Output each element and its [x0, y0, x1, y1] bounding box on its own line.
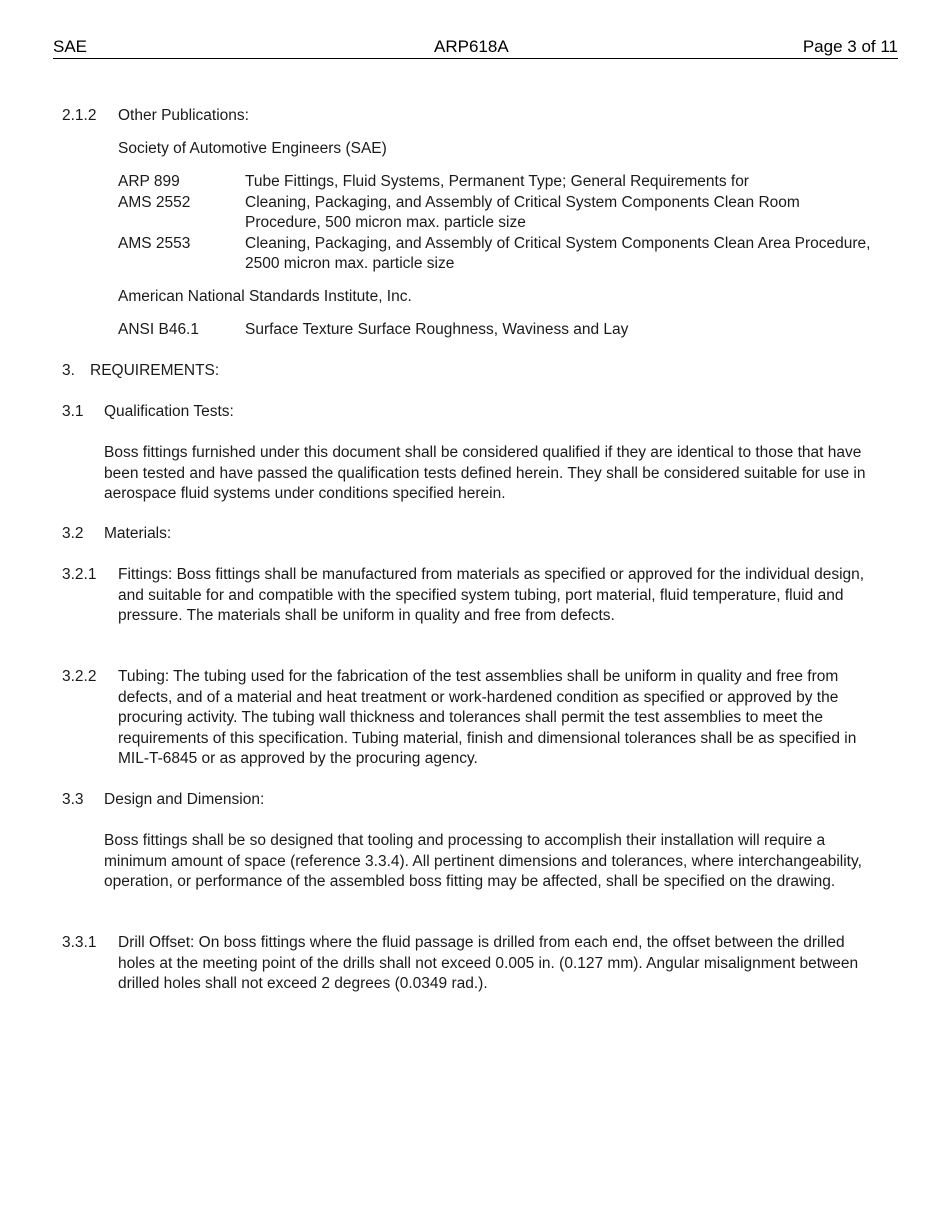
header-doc-number: ARP618A	[434, 37, 509, 56]
section-title: Design and Dimension:	[104, 791, 265, 808]
reference-item	[118, 320, 878, 341]
section-number: 3.2.1	[62, 566, 97, 583]
publisher-name: Society of Automotive Engineers (SAE)	[118, 140, 387, 157]
section-body: Tubing: The tubing used for the fabrication of the test assemblies shall be uniform in quality and free from defects, and of a material and heat treatment or work-hardened condition as specified or approved by the procuring activity. The tubing wall thickness and tolerances shall permit the test assemblies to meet the requirements of this specification. Tubing material, finish and dimensional tolerances shall be as specified in MIL-T-6845 or as approved by the procuring agency.	[118, 668, 857, 767]
reference-list-ansi	[118, 320, 878, 341]
section-number: 3.3.1	[62, 934, 97, 951]
section-body: Fittings: Boss fittings shall be manufactured from materials as specified or approved for the individual design, and suitable for and compatible with the specified system tubing, port material, fluid temperature, fluid and pressure. The materials shall be uniform in quality and free from defects.	[118, 566, 865, 624]
section-number: 3.2	[62, 525, 84, 542]
section-body: Boss fittings shall be so designed that tooling and processing to accomplish their installation will require a minimum amount of space (reference 3.3.4). All pertinent dimensions and tolerances, where interchangeability, operation, or performance of the assembled boss fitting may be affected, shall be specified on the drawing.	[104, 832, 862, 890]
section-title: Other Publications:	[118, 107, 249, 124]
reference-list-sae	[118, 172, 878, 275]
page-header	[53, 37, 898, 59]
reference-title: Surface Texture Surface Roughness, Waviness and Lay	[245, 321, 629, 338]
section-body: Drill Offset: On boss fittings where the fluid passage is drilled from each end, the offset between the drilled holes at the meeting point of the drills shall not exceed 0.005 in. (0.127 mm). Angular misalignment between drilled holes shall not exceed 2 degrees (0.0349 rad.).	[118, 934, 859, 992]
reference-code: ANSI B46.1	[118, 321, 199, 338]
reference-item	[118, 234, 878, 275]
section-title: REQUIREMENTS:	[90, 362, 220, 379]
reference-title: Tube Fittings, Fluid Systems, Permanent Type; General Requirements for	[245, 173, 749, 190]
header-page-number: Page 3 of 11	[802, 37, 898, 56]
section-number: 2.1.2	[62, 107, 97, 124]
reference-title: Cleaning, Packaging, and Assembly of Critical System Components Clean Area Procedure, 2500 micron max. particle size	[245, 234, 871, 272]
reference-code: AMS 2553	[118, 234, 191, 252]
section-title: Materials:	[104, 525, 172, 542]
section-title: Qualification Tests:	[104, 403, 234, 420]
reference-item	[118, 193, 878, 234]
section-number: 3.3	[62, 791, 84, 808]
section-number: 3.2.2	[62, 668, 97, 685]
reference-code: ARP 899	[118, 173, 180, 190]
section-number: 3.	[62, 362, 75, 379]
publisher-name: American National Standards Institute, Inc.	[118, 288, 412, 305]
reference-item	[118, 172, 878, 193]
section-number: 3.1	[62, 403, 84, 420]
header-org: SAE	[53, 37, 88, 56]
reference-code: AMS 2552	[118, 193, 191, 211]
section-body: Boss fittings furnished under this document shall be considered qualified if they are identical to those that have been tested and have passed the qualification tests defined herein. They shall be considered suitable for use in aerospace fluid systems under conditions specified herein.	[104, 444, 866, 502]
reference-title: Cleaning, Packaging, and Assembly of Critical System Components Clean Room Procedure, 500 micron max. particle size	[245, 193, 800, 231]
